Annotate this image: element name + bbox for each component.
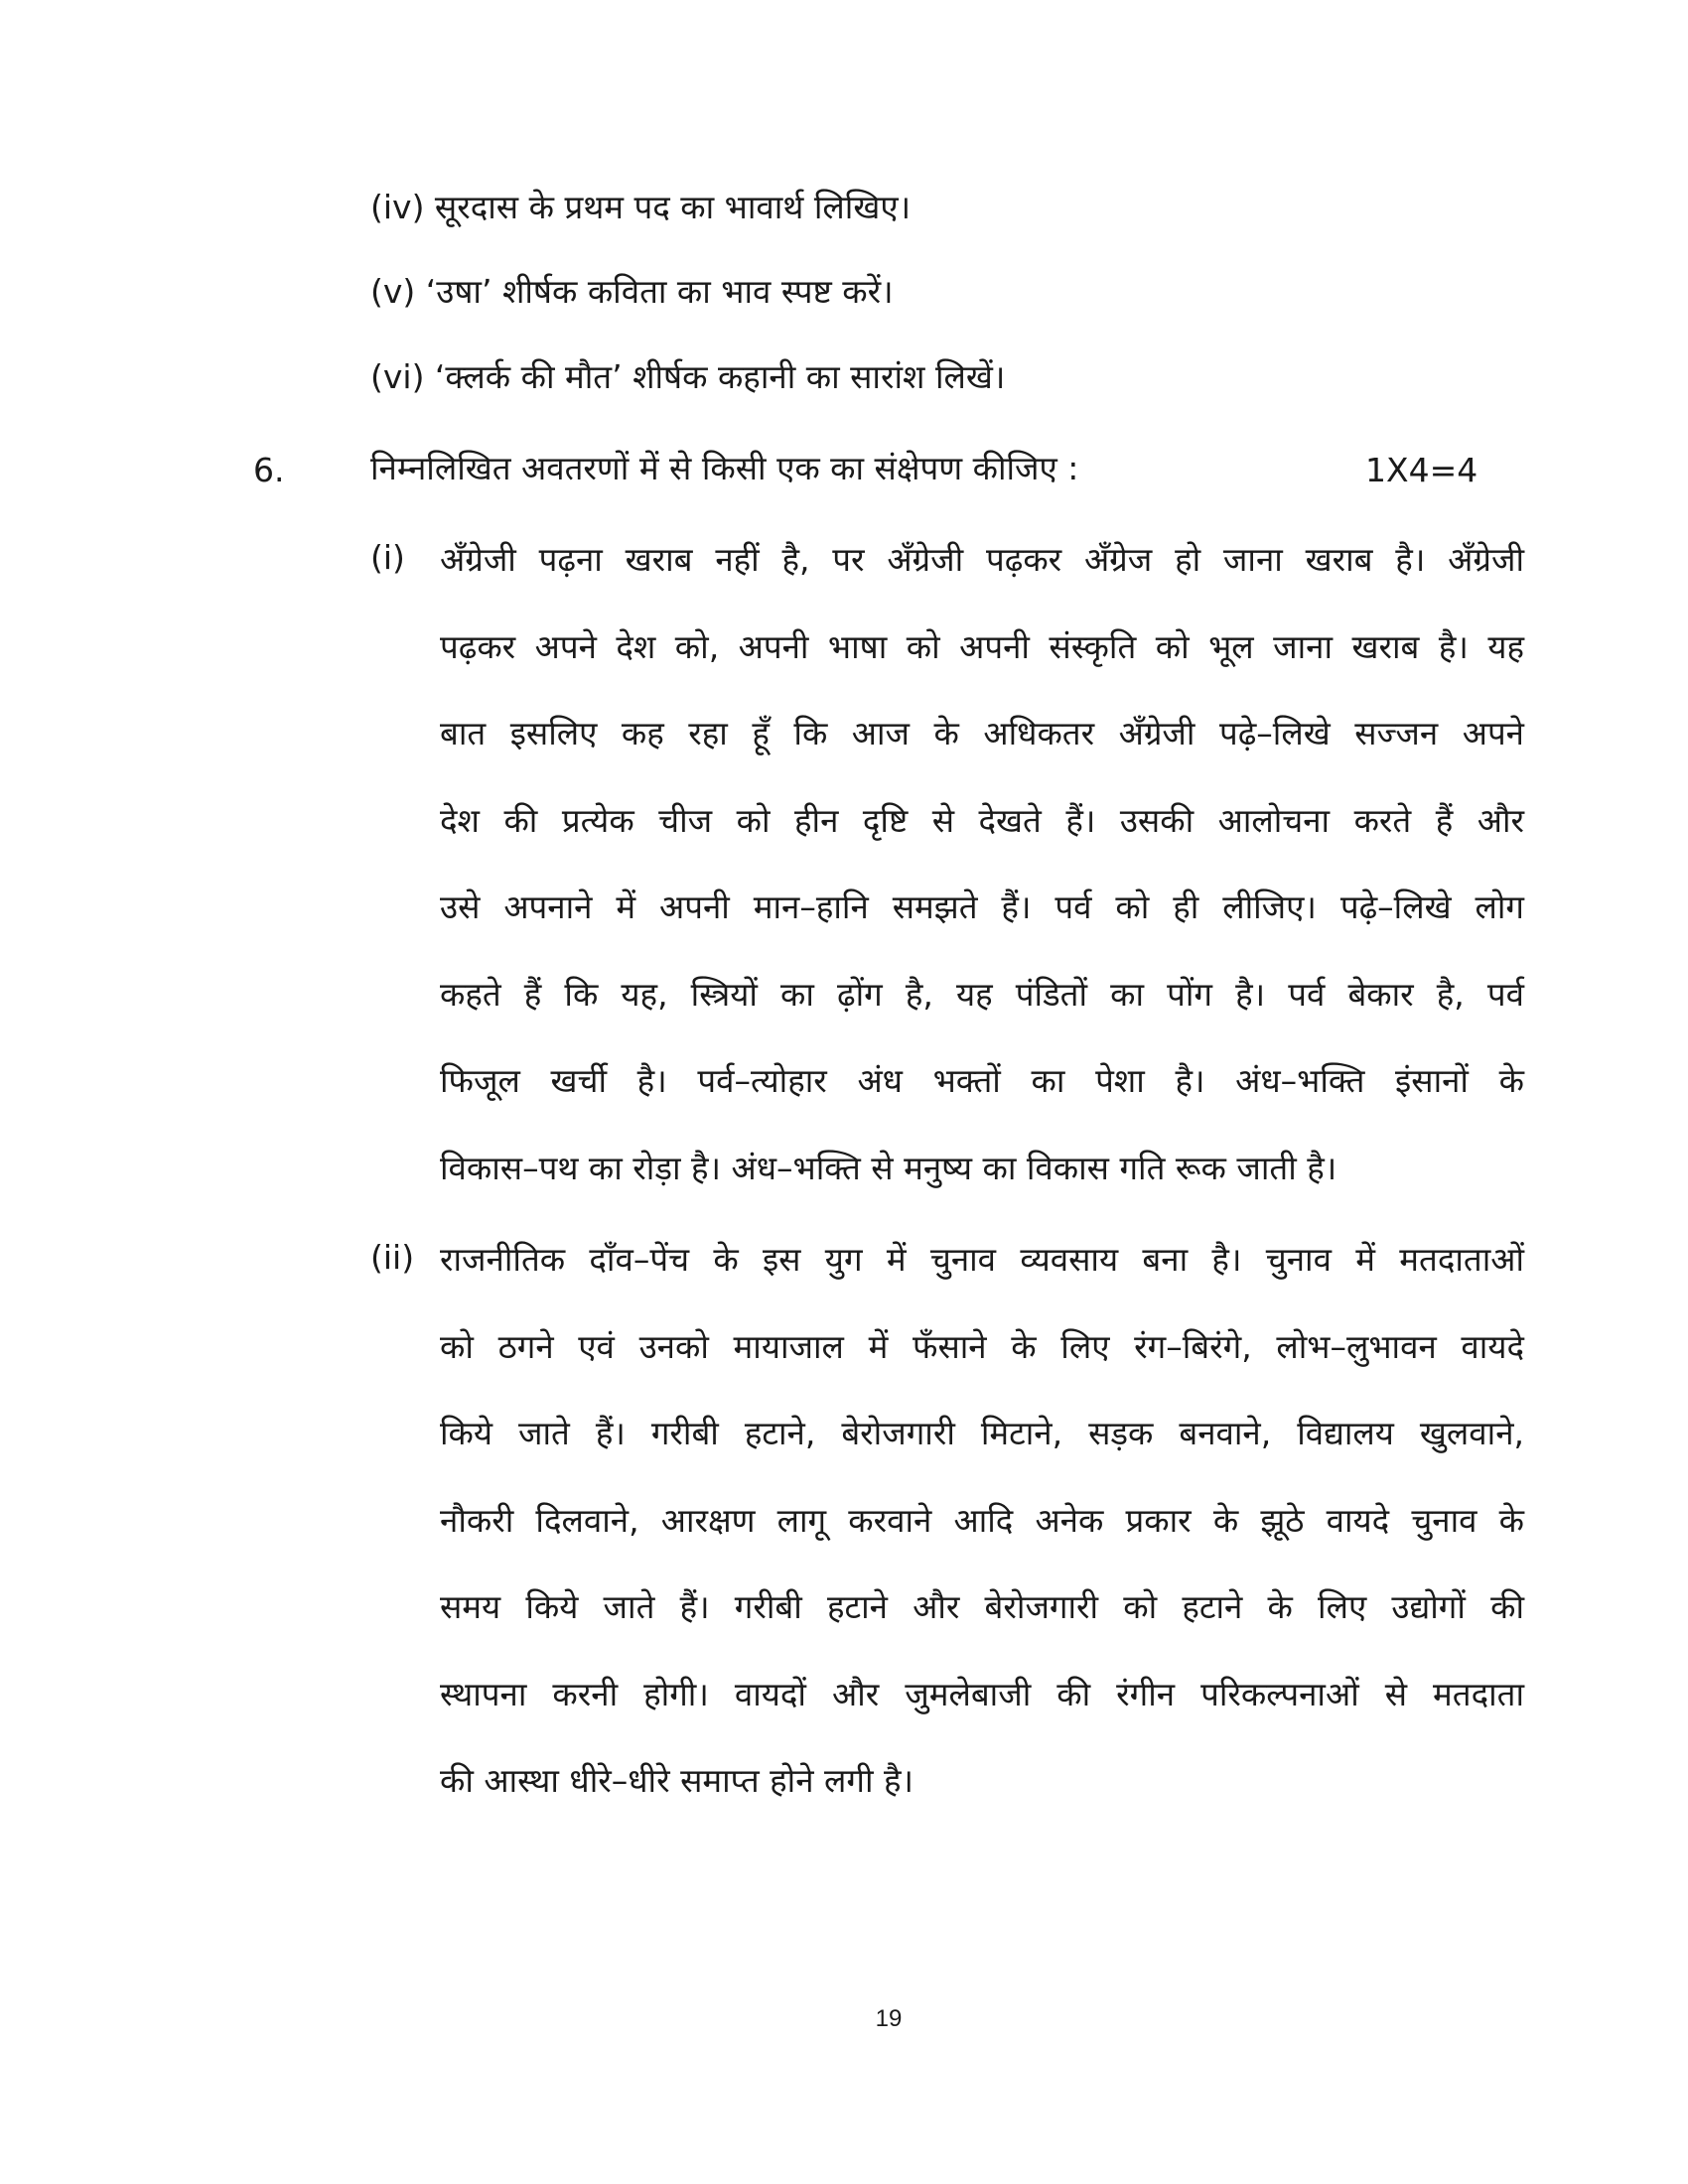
passage-1-text: [440, 516, 1524, 1211]
passage-line: उसे अपनाने में अपनी मान–हानि समझते हैं। पर्व को ही लीजिए। पढ़े–लिखे लोग: [440, 887, 1524, 926]
passage-line: की आस्था धीरे–धीरे समाप्त होने लगी है।: [440, 1761, 914, 1800]
passage-line: राजनीतिक दाँव–पेंच के इस युग में चुनाव व्यवसाय बना है। चुनाव में मतदाताओं: [440, 1240, 1524, 1279]
passage-2-text: [440, 1216, 1524, 1825]
question-number: 6.: [253, 451, 285, 489]
passage-2-label: (ii): [370, 1238, 415, 1277]
passage-line: नौकरी दिलवाने, आरक्षण लागू करवाने आदि अनेक प्रकार के झूठे वायदे चुनाव के: [440, 1500, 1524, 1540]
passage-line: पढ़कर अपने देश को, अपनी भाषा को अपनी संस्कृति को भूल जाना खराब है। यह: [440, 626, 1524, 666]
sub-item-iv: (iv) सूरदास के प्रथम पद का भावार्थ लिखिए।: [370, 188, 912, 226]
passage-line: समय किये जाते हैं। गरीबी हटाने और बेरोजगारी को हटाने के लिए उद्योगों की: [440, 1587, 1524, 1626]
question-text: निम्नलिखित अवतरणों में से किसी एक का संक्षेपण कीजिए :: [370, 449, 1079, 487]
passage-line: फिजूल खर्ची है। पर्व–त्योहार अंध भक्तों का पेशा है। अंध–भक्ति इंसानों के: [440, 1061, 1524, 1100]
passage-1-label: (i): [370, 538, 405, 577]
question-marks: 1X4=4: [1365, 451, 1478, 489]
passage-line: बात इसलिए कह रहा हूँ कि आज के अधिकतर अँग्रेजी पढ़े–लिखे सज्जन अपने: [440, 714, 1524, 752]
sub-item-vi: (vi) ‘क्लर्क की मौत’ शीर्षक कहानी का सारांश लिखें।: [370, 357, 1006, 396]
page-number: 19: [875, 2005, 903, 2032]
passage-line: स्थापना करनी होगी। वायदों और जुमलेबाजी की रंगीन परिकल्पनाओं से मतदाता: [440, 1674, 1524, 1713]
passage-line: देश की प्रत्येक चीज को हीन दृष्टि से देखते हैं। उसकी आलोचना करते हैं और: [440, 800, 1524, 840]
passage-line: को ठगने एवं उनको मायाजाल में फँसाने के लिए रंग–बिरंगे, लोभ–लुभावन वायदे: [440, 1326, 1524, 1366]
passage-line: अँग्रेजी पढ़ना खराब नहीं है, पर अँग्रेजी पढ़कर अँग्रेज हो जाना खराब है। अँग्रेजी: [440, 540, 1524, 579]
passage-line: किये जाते हैं। गरीबी हटाने, बेरोजगारी मिटाने, सड़क बनवाने, विद्यालय खुलवाने,: [440, 1414, 1524, 1452]
passage-line: विकास–पथ का रोड़ा है। अंध–भक्ति से मनुष्य का विकास गति रूक जाती है।: [440, 1148, 1337, 1187]
sub-item-v: (v) ‘उषा’ शीर्षक कविता का भाव स्पष्ट करें।: [370, 272, 894, 311]
passage-line: कहते हैं कि यह, स्त्रियों का ढ़ोंग है, यह पंडितों का पोंग है। पर्व बेकार है, पर्व: [440, 974, 1524, 1014]
